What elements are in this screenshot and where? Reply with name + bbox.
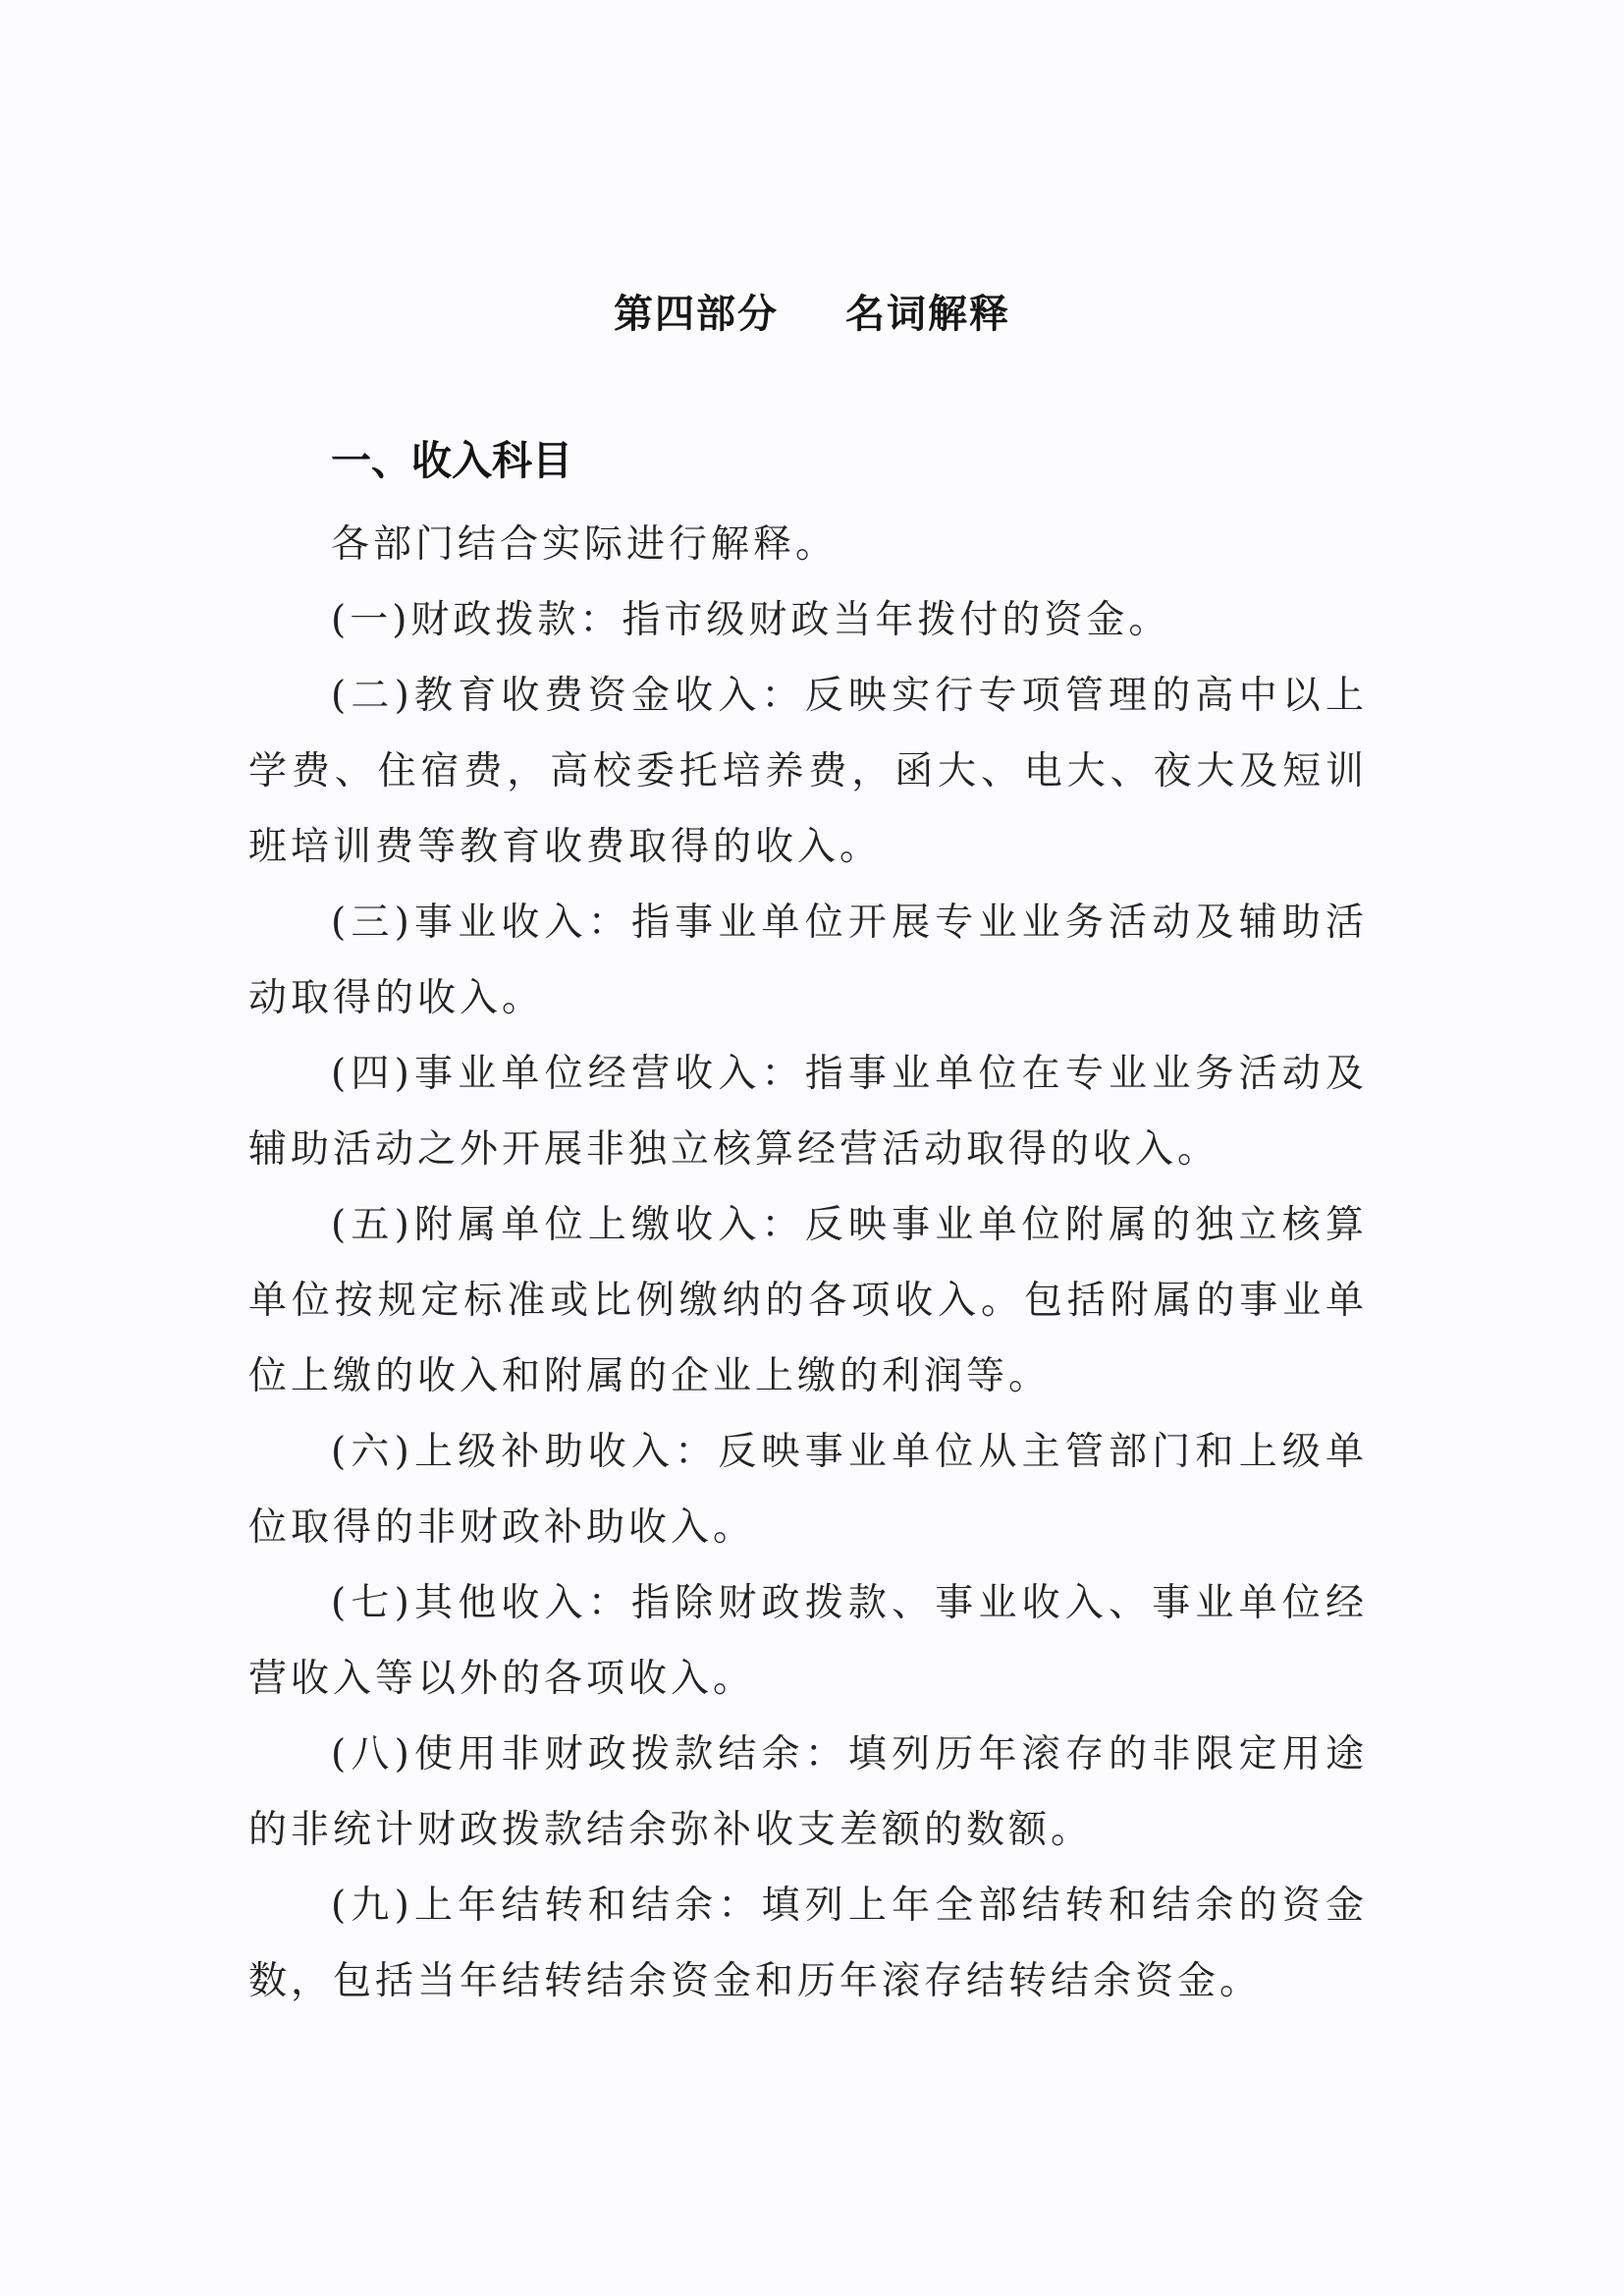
paragraph: (二)教育收费资金收入：反映实行专项管理的高中以上学费、住宿费，高校委托培养费，函大、电大、夜大及短训班培训费等教育收费取得的收入。 xyxy=(248,674,1368,869)
document-body xyxy=(248,432,1368,2019)
paragraph: 各部门结合实际进行解释。 xyxy=(331,522,839,567)
paragraph: (八)使用非财政拨款结余：填列历年滚存的非限定用途的非统计财政拨款结余弥补收支差额的数额。 xyxy=(248,1732,1368,1852)
paragraph: (三)事业收入：指事业单位开展专业业务活动及辅助活动取得的收入。 xyxy=(248,901,1368,1020)
title-part: 第四部分 xyxy=(614,292,779,337)
title-name: 名词解释 xyxy=(845,292,1010,337)
section-heading: 一、收入科目 xyxy=(331,437,572,484)
page-title xyxy=(0,283,1624,339)
paragraph: (七)其他收入：指除财政拨款、事业收入、事业单位经营收入等以外的各项收入。 xyxy=(248,1581,1368,1701)
paragraph: (四)事业单位经营收入：指事业单位在专业业务活动及辅助活动之外开展非独立核算经营活动取得的收入。 xyxy=(248,1052,1368,1172)
paragraph: (九)上年结转和结余：填列上年全部结转和结余的资金数，包括当年结转结余资金和历年滚存结转结余资金。 xyxy=(248,1884,1368,2003)
paragraph: (一)财政拨款：指市级财政当年拨付的资金。 xyxy=(331,598,1171,642)
paragraph: (五)附属单位上缴收入：反映事业单位附属的独立核算单位按规定标准或比例缴纳的各项收入。包括附属的事业单位上缴的收入和附属的企业上缴的利润等。 xyxy=(248,1203,1368,1398)
paragraph: (六)上级补助收入：反映事业单位从主管部门和上级单位取得的非财政补助收入。 xyxy=(248,1430,1368,1550)
